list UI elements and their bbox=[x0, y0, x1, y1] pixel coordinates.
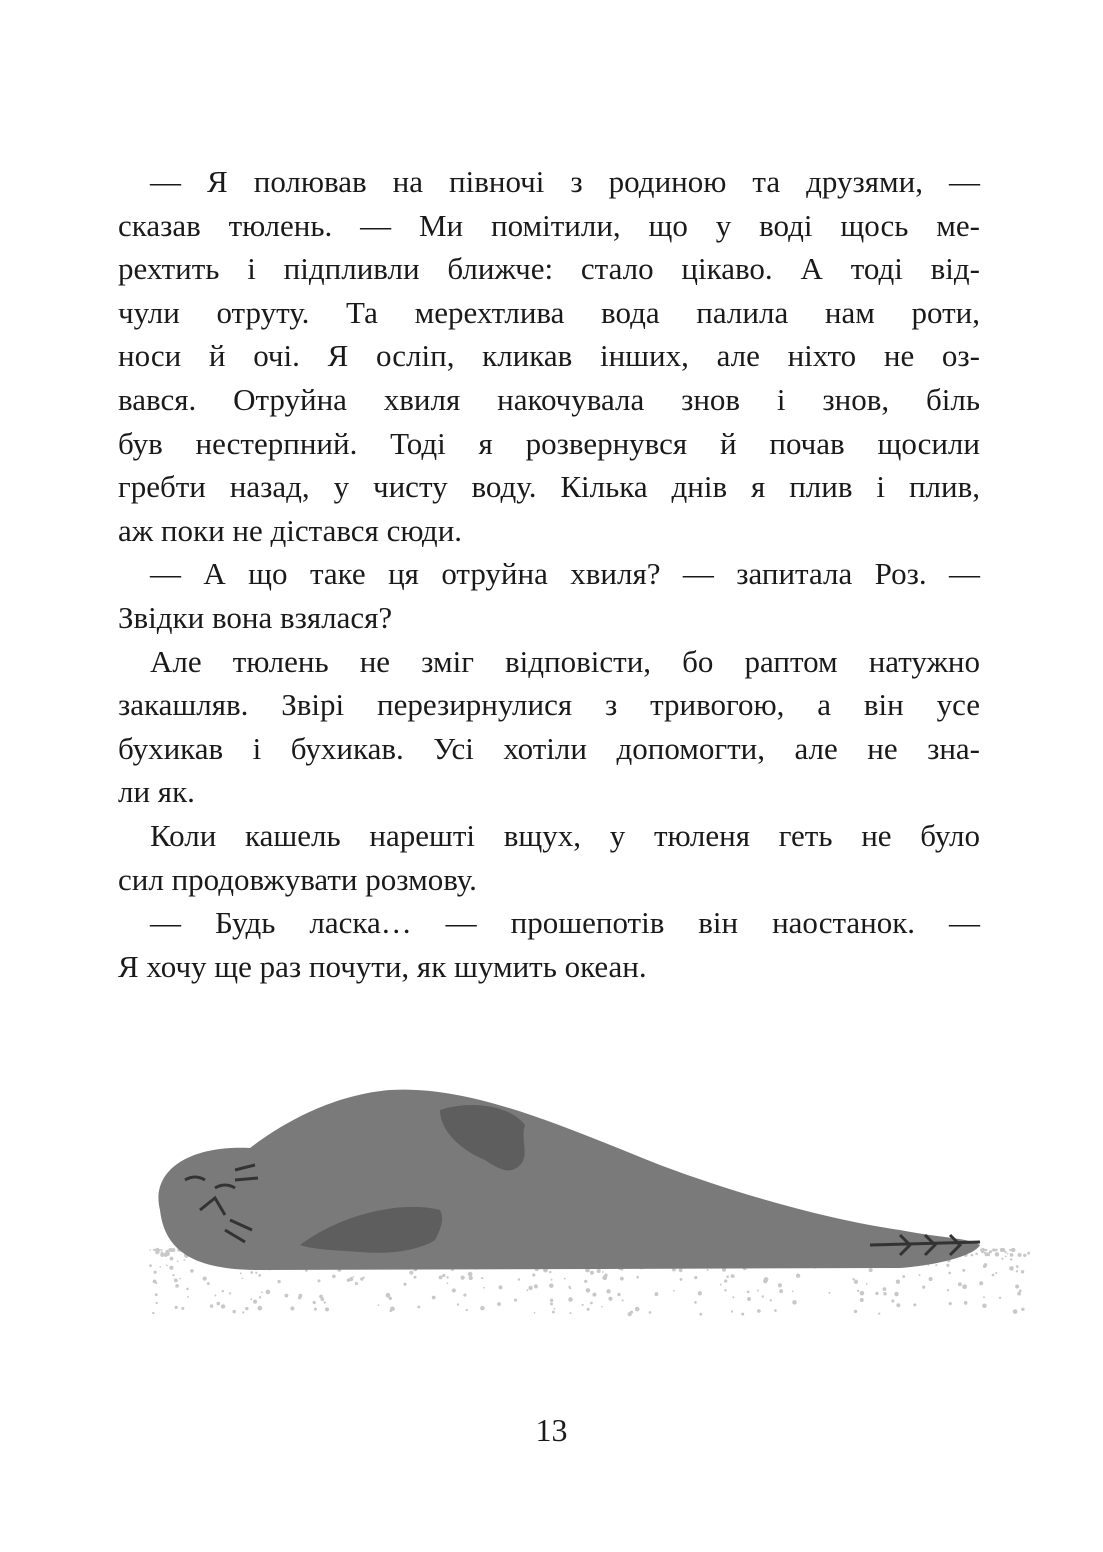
ground-speck bbox=[210, 1304, 213, 1307]
ground-speck bbox=[499, 1285, 503, 1289]
ground-speck bbox=[166, 1264, 168, 1266]
ground-speck bbox=[318, 1279, 321, 1282]
ground-speck bbox=[314, 1308, 317, 1311]
ground-speck bbox=[597, 1269, 601, 1273]
ground-speck bbox=[778, 1283, 782, 1287]
ground-speck bbox=[378, 1304, 380, 1306]
ground-speck bbox=[552, 1311, 555, 1314]
ground-speck bbox=[214, 1294, 216, 1296]
ground-speck bbox=[465, 1309, 467, 1311]
ground-speck bbox=[526, 1289, 528, 1291]
text-line: чули отруту. Та мерехтлива вода палила нам роти, bbox=[118, 294, 980, 330]
ground-speck bbox=[550, 1299, 553, 1302]
ground-speck bbox=[929, 1277, 933, 1281]
ground-speck bbox=[347, 1279, 350, 1282]
ground-speck bbox=[757, 1309, 761, 1313]
ground-speck bbox=[284, 1294, 288, 1298]
ground-speck bbox=[245, 1307, 248, 1310]
ground-speck bbox=[554, 1308, 556, 1310]
ground-speck bbox=[699, 1313, 702, 1316]
body-text bbox=[118, 160, 980, 988]
ground-speck bbox=[602, 1271, 604, 1273]
text-line: сказав тюлень. — Ми помітили, що у воді щось ме- bbox=[118, 207, 980, 243]
ground-speck bbox=[528, 1286, 532, 1290]
ground-speck bbox=[995, 1252, 999, 1256]
ground-speck bbox=[732, 1296, 734, 1298]
text-line: носи й очі. Я осліп, кликав інших, але ніхто не оз- bbox=[118, 338, 980, 374]
ground-speck bbox=[590, 1302, 593, 1305]
ground-speck bbox=[741, 1313, 744, 1316]
ground-speck bbox=[679, 1268, 683, 1272]
ground-speck bbox=[828, 1292, 830, 1294]
ground-speck bbox=[986, 1252, 990, 1256]
ground-speck bbox=[468, 1272, 473, 1277]
ground-speck bbox=[1027, 1252, 1030, 1255]
ground-speck bbox=[878, 1312, 880, 1314]
ground-speck bbox=[261, 1291, 263, 1293]
ground-speck bbox=[1009, 1266, 1014, 1271]
ground-speck bbox=[447, 1282, 449, 1284]
ground-speck bbox=[792, 1291, 794, 1293]
ground-speck bbox=[854, 1310, 857, 1313]
ground-speck bbox=[222, 1290, 224, 1292]
ground-speck bbox=[497, 1302, 501, 1306]
ground-speck bbox=[432, 1296, 436, 1300]
text-line: Звідки вона взялася? bbox=[118, 599, 393, 635]
ground-speck bbox=[355, 1282, 358, 1285]
ground-speck bbox=[181, 1307, 184, 1310]
ground-speck bbox=[947, 1289, 949, 1291]
ground-speck bbox=[982, 1303, 987, 1308]
ground-speck bbox=[169, 1266, 173, 1270]
ground-speck bbox=[255, 1272, 257, 1274]
text-line: — А що таке ця отруйна хвиля? — запитала Роз. — bbox=[150, 556, 980, 592]
ground-speck bbox=[975, 1252, 978, 1255]
text-line: сил продовжувати розмову. bbox=[118, 861, 477, 897]
ground-speck bbox=[962, 1269, 965, 1272]
ground-speck bbox=[250, 1271, 253, 1274]
ground-speck bbox=[949, 1302, 952, 1305]
ground-speck bbox=[796, 1273, 800, 1277]
ground-speck bbox=[935, 1264, 937, 1266]
ground-speck bbox=[995, 1272, 997, 1274]
ground-speck bbox=[757, 1290, 759, 1292]
ground-speck bbox=[190, 1269, 194, 1273]
ground-speck bbox=[483, 1287, 485, 1289]
ground-speck bbox=[165, 1252, 169, 1256]
ground-speck bbox=[253, 1300, 257, 1304]
ground-speck bbox=[179, 1278, 181, 1280]
ground-speck bbox=[161, 1249, 163, 1251]
ground-speck bbox=[221, 1304, 225, 1308]
ground-speck bbox=[1010, 1258, 1012, 1260]
ground-speck bbox=[403, 1283, 406, 1286]
ground-speck bbox=[360, 1277, 363, 1280]
ground-speck bbox=[414, 1276, 417, 1279]
ground-speck bbox=[620, 1277, 624, 1281]
ground-speck bbox=[242, 1311, 244, 1313]
ground-speck bbox=[203, 1277, 207, 1281]
ground-speck bbox=[601, 1306, 603, 1308]
ground-speck bbox=[587, 1308, 590, 1311]
text-line: — Я полював на півночі з родиною та друзями, — bbox=[150, 164, 980, 199]
ground-speck bbox=[442, 1274, 445, 1277]
text-line: Коли кашель нарешті вщух, у тюленя геть не було bbox=[150, 817, 980, 853]
ground-speck bbox=[922, 1285, 925, 1288]
ground-speck bbox=[250, 1298, 252, 1300]
ground-speck bbox=[569, 1287, 571, 1289]
ground-speck bbox=[919, 1274, 921, 1276]
ground-speck bbox=[582, 1304, 584, 1306]
ground-speck bbox=[172, 1274, 174, 1276]
ground-speck bbox=[854, 1280, 858, 1284]
ground-speck bbox=[617, 1293, 620, 1296]
ground-speck bbox=[762, 1295, 764, 1297]
ground-speck bbox=[481, 1277, 483, 1279]
ground-speck bbox=[958, 1282, 962, 1286]
ground-speck bbox=[860, 1291, 865, 1296]
ground-speck bbox=[156, 1302, 158, 1304]
ground-speck bbox=[417, 1305, 420, 1308]
text-line: закашляв. Звірі перезирнулися з тривогою, а він усе bbox=[118, 687, 980, 723]
ground-speck bbox=[779, 1289, 783, 1293]
ground-speck bbox=[604, 1274, 608, 1278]
ground-speck bbox=[258, 1274, 261, 1277]
ground-speck bbox=[698, 1291, 702, 1295]
ground-speck bbox=[852, 1278, 854, 1280]
ground-speck bbox=[266, 1290, 271, 1295]
ground-speck bbox=[1007, 1253, 1009, 1255]
ground-speck bbox=[636, 1276, 639, 1279]
seal-body bbox=[158, 1090, 980, 1270]
ground-speck bbox=[452, 1288, 456, 1292]
ground-speck bbox=[946, 1264, 949, 1267]
ground-speck bbox=[155, 1293, 158, 1296]
ground-speck bbox=[724, 1279, 727, 1282]
ground-speck bbox=[971, 1254, 974, 1257]
text-line: Але тюлень не зміг відповісти, бо раптом натужно bbox=[150, 643, 980, 679]
ground-speck bbox=[869, 1268, 873, 1272]
ground-speck bbox=[240, 1272, 242, 1274]
text-line: був нестерпний. Тоді я розвернувся й почав щосили bbox=[118, 425, 980, 461]
ground-speck bbox=[313, 1301, 316, 1304]
ground-speck bbox=[549, 1271, 551, 1273]
ground-speck bbox=[875, 1292, 878, 1295]
ground-speck bbox=[155, 1282, 157, 1284]
ground-speck bbox=[896, 1303, 900, 1307]
ground-speck bbox=[707, 1269, 709, 1271]
ground-speck bbox=[409, 1271, 413, 1275]
ground-speck bbox=[457, 1303, 459, 1305]
ground-speck bbox=[992, 1274, 995, 1277]
ground-speck bbox=[568, 1297, 573, 1302]
ground-speck bbox=[170, 1257, 174, 1261]
ground-speck bbox=[177, 1261, 179, 1263]
ground-speck bbox=[984, 1252, 987, 1255]
ground-speck bbox=[764, 1277, 769, 1282]
ground-speck bbox=[964, 1301, 968, 1305]
ground-speck bbox=[1015, 1285, 1019, 1289]
ground-speck bbox=[983, 1296, 985, 1298]
ground-speck bbox=[770, 1299, 772, 1301]
ground-speck bbox=[1005, 1256, 1007, 1258]
ground-speck bbox=[891, 1299, 894, 1302]
ground-speck bbox=[622, 1299, 624, 1301]
text-line: — Будь ласка… — прошепотів він наостанок. — bbox=[150, 905, 980, 941]
ground-speck bbox=[186, 1288, 189, 1291]
ground-speck bbox=[774, 1309, 777, 1312]
ground-speck bbox=[463, 1293, 466, 1296]
ground-speck bbox=[883, 1287, 887, 1291]
ground-speck bbox=[149, 1264, 152, 1267]
ground-speck bbox=[590, 1271, 594, 1275]
ground-speck bbox=[183, 1259, 185, 1261]
ground-speck bbox=[993, 1249, 995, 1251]
text-line: гребти назад, у чисту воду. Кілька днів я плив і плив, bbox=[118, 469, 980, 505]
ground-speck bbox=[532, 1273, 535, 1276]
ground-speck bbox=[792, 1300, 796, 1304]
ground-speck bbox=[724, 1289, 726, 1291]
ground-speck bbox=[229, 1292, 231, 1294]
ground-speck bbox=[649, 1311, 652, 1314]
ground-speck bbox=[584, 1280, 587, 1283]
ground-speck bbox=[534, 1312, 536, 1314]
ground-speck bbox=[1010, 1253, 1014, 1257]
ground-speck bbox=[564, 1278, 566, 1280]
ground-speck bbox=[290, 1306, 294, 1310]
ground-speck bbox=[187, 1296, 189, 1298]
ground-speck bbox=[654, 1292, 658, 1296]
ground-speck bbox=[731, 1310, 733, 1312]
ground-speck bbox=[323, 1301, 325, 1303]
ground-speck bbox=[883, 1292, 887, 1296]
ground-speck bbox=[979, 1281, 983, 1285]
text-line: Я хочу ще раз почути, як шумить океан. bbox=[118, 948, 647, 984]
ground-speck bbox=[551, 1279, 553, 1281]
ground-speck bbox=[630, 1311, 633, 1314]
ground-speck bbox=[257, 1306, 262, 1311]
ground-speck bbox=[534, 1284, 538, 1288]
ground-speck bbox=[608, 1297, 612, 1301]
ground-speck bbox=[948, 1272, 951, 1275]
ground-speck bbox=[468, 1276, 472, 1280]
ground-speck bbox=[635, 1307, 640, 1312]
ground-speck bbox=[389, 1309, 392, 1312]
ground-speck bbox=[894, 1292, 899, 1297]
ground-speck bbox=[353, 1276, 355, 1278]
ground-speck bbox=[154, 1271, 157, 1274]
text-line: аж поки не дістався сюди. bbox=[118, 512, 463, 548]
ground-speck bbox=[1005, 1251, 1007, 1253]
ground-speck bbox=[325, 1307, 329, 1311]
ground-speck bbox=[726, 1275, 729, 1278]
ground-speck bbox=[1016, 1265, 1019, 1268]
ground-speck bbox=[866, 1283, 868, 1285]
text-line: рехтить і підпливли ближче: стало цікаво. А тоді від- bbox=[118, 251, 980, 287]
ground-speck bbox=[1001, 1248, 1005, 1252]
ground-speck bbox=[586, 1288, 591, 1293]
ground-speck bbox=[389, 1297, 392, 1300]
ground-speck bbox=[747, 1290, 750, 1293]
ground-speck bbox=[461, 1276, 465, 1280]
ground-speck bbox=[175, 1306, 178, 1309]
ground-speck bbox=[1013, 1309, 1018, 1314]
ground-speck bbox=[962, 1284, 967, 1289]
ground-speck bbox=[995, 1249, 998, 1252]
text-line: ли як. bbox=[118, 774, 195, 810]
ground-speck bbox=[1001, 1258, 1003, 1260]
ground-speck bbox=[860, 1298, 864, 1302]
ground-speck bbox=[694, 1276, 697, 1279]
ground-speck bbox=[232, 1310, 235, 1313]
ground-speck bbox=[1017, 1292, 1021, 1296]
ground-speck bbox=[1018, 1253, 1022, 1257]
ground-speck bbox=[207, 1282, 210, 1285]
ground-speck bbox=[171, 1248, 175, 1252]
ground-speck bbox=[320, 1297, 324, 1301]
ground-speck bbox=[332, 1275, 336, 1279]
ground-speck bbox=[1010, 1249, 1013, 1252]
ground-speck bbox=[155, 1250, 159, 1254]
ground-speck bbox=[1016, 1270, 1018, 1272]
ground-speck bbox=[174, 1278, 178, 1282]
ground-speck bbox=[747, 1297, 751, 1301]
ground-speck bbox=[175, 1284, 179, 1288]
ground-speck bbox=[680, 1278, 683, 1281]
ground-speck bbox=[913, 1303, 916, 1306]
ground-speck bbox=[732, 1275, 734, 1277]
ground-speck bbox=[152, 1312, 154, 1314]
ground-speck bbox=[298, 1294, 302, 1298]
ground-speck bbox=[241, 1277, 243, 1279]
ground-speck bbox=[983, 1265, 986, 1268]
ground-speck bbox=[896, 1280, 900, 1284]
ground-speck bbox=[570, 1312, 572, 1314]
ground-speck bbox=[981, 1248, 985, 1252]
ground-speck bbox=[592, 1293, 596, 1297]
ground-speck bbox=[673, 1290, 675, 1292]
ground-speck bbox=[159, 1266, 161, 1268]
ground-speck bbox=[1023, 1254, 1026, 1257]
ground-speck bbox=[480, 1306, 485, 1311]
ground-speck bbox=[985, 1249, 988, 1252]
ground-speck bbox=[216, 1302, 220, 1306]
ground-speck bbox=[902, 1275, 905, 1278]
ground-speck bbox=[999, 1297, 1001, 1299]
ground-speck bbox=[1021, 1270, 1024, 1273]
ground-speck bbox=[514, 1298, 517, 1301]
ground-speck bbox=[439, 1275, 443, 1279]
text-line: бухикав і бухикав. Усі хотіли допомогти, але не зна- bbox=[118, 730, 980, 766]
ground-speck bbox=[857, 1290, 859, 1292]
ground-speck bbox=[259, 1296, 261, 1298]
seal-illustration bbox=[140, 1070, 1040, 1320]
ground-speck bbox=[446, 1276, 448, 1278]
ground-speck bbox=[694, 1301, 697, 1304]
text-line: вався. Отруйна хвиля накочувала знов і знов, біль bbox=[118, 381, 980, 417]
page-number: 13 bbox=[535, 1412, 568, 1448]
ground-speck bbox=[518, 1278, 520, 1280]
ground-speck bbox=[1021, 1308, 1024, 1311]
ground-speck bbox=[720, 1284, 722, 1286]
ground-speck bbox=[277, 1280, 280, 1283]
ground-speck bbox=[1019, 1289, 1022, 1292]
ground-speck bbox=[606, 1289, 610, 1293]
ground-speck bbox=[550, 1302, 553, 1305]
ground-speck bbox=[549, 1283, 554, 1288]
ground-speck bbox=[149, 1249, 151, 1251]
